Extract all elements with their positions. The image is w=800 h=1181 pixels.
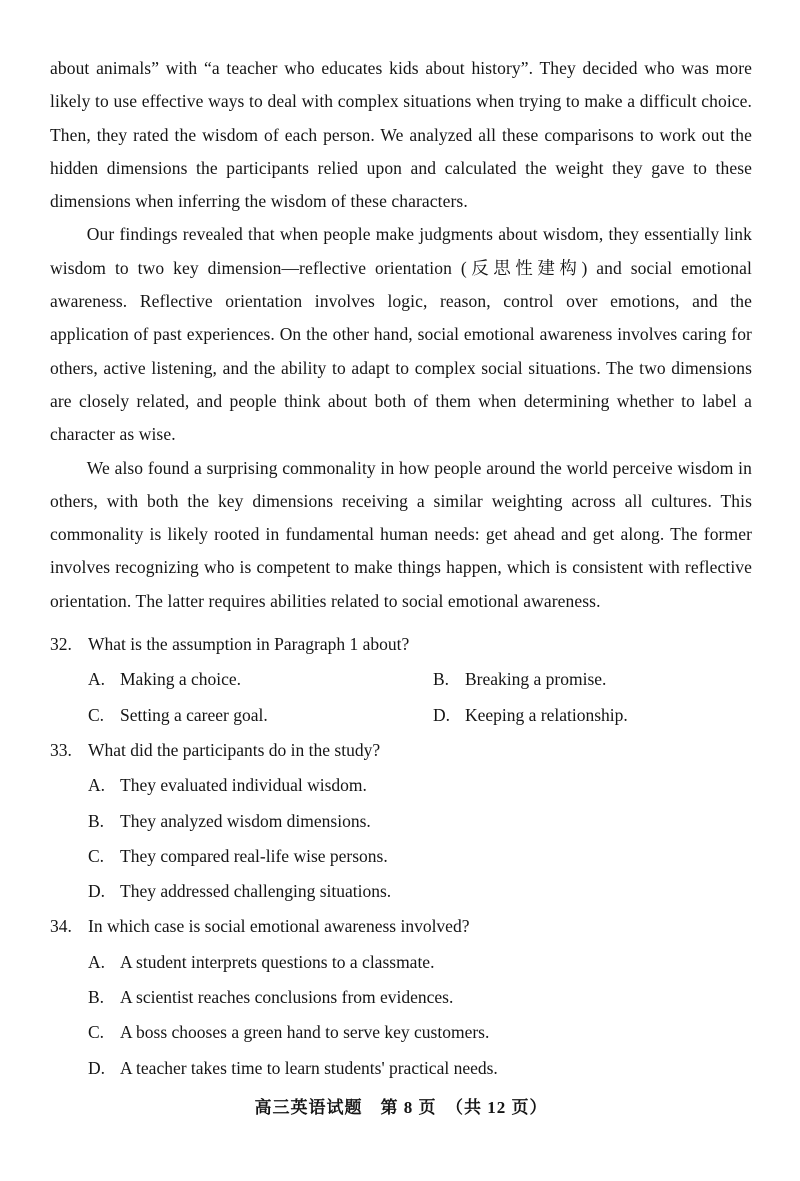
passage-paragraph-3: We also found a surprising commonality in how people around the world perceive wisdom in others, with both the key dimensions receiving a similar weighting across all cultures. This commonality is likely rooted in fundamental human needs: get ahead and get along. The former involves recognizing who is competent to make things happen, which is consistent with reflective orientation. The latter requires abilities related to social emotional awareness. bbox=[50, 457, 752, 611]
option-34-b bbox=[88, 980, 752, 1015]
question-section bbox=[50, 627, 752, 1086]
option-text: Breaking a promise. bbox=[465, 669, 607, 690]
option-32-c bbox=[88, 698, 433, 733]
question-34 bbox=[50, 909, 752, 1085]
option-text: A scientist reaches conclusions from evidences. bbox=[120, 987, 454, 1008]
option-text: They compared real-life wise persons. bbox=[120, 845, 388, 866]
question-33-stem bbox=[50, 733, 752, 768]
option-34-a bbox=[88, 945, 752, 980]
option-text: They evaluated individual wisdom. bbox=[120, 775, 367, 796]
option-label: C. bbox=[88, 845, 105, 866]
option-32-a bbox=[88, 662, 433, 697]
option-label: B. bbox=[88, 810, 105, 831]
question-text: What did the participants do in the study? bbox=[88, 739, 381, 760]
question-34-stem bbox=[50, 909, 752, 944]
option-label: C. bbox=[88, 704, 105, 725]
option-text: A boss chooses a green hand to serve key customers. bbox=[120, 1022, 490, 1043]
option-label: B. bbox=[433, 669, 450, 690]
question-33-options bbox=[88, 768, 752, 909]
option-32-d bbox=[433, 698, 752, 733]
question-number: 33. bbox=[50, 739, 72, 760]
option-label: A. bbox=[88, 669, 106, 690]
option-label: B. bbox=[88, 987, 105, 1008]
option-33-d bbox=[88, 874, 752, 909]
option-text: A teacher takes time to learn students' practical needs. bbox=[120, 1057, 498, 1078]
option-text: Keeping a relationship. bbox=[465, 704, 628, 725]
option-label: C. bbox=[88, 1022, 105, 1043]
passage-paragraph-2: Our findings revealed that when people make judgments about wisdom, they essentially link wisdom to two key dimension—reflective orientation (反思性建构) and social emotional awareness. Reflective orientation involves logic, reason, control over emotions, and the application of past experiences. On the other hand, social emotional awareness involves caring for others, active listening, and the ability to adapt to complex social situations. The two dimensions are closely related, and people think about both of them when determining whether to label a character as wise. bbox=[50, 224, 752, 445]
option-33-a bbox=[88, 768, 752, 803]
question-33 bbox=[50, 733, 752, 909]
option-32-b bbox=[433, 662, 752, 697]
option-text: Setting a career goal. bbox=[120, 704, 268, 725]
option-text: Making a choice. bbox=[120, 669, 241, 690]
option-34-d bbox=[88, 1051, 752, 1086]
question-number: 32. bbox=[50, 634, 72, 655]
passage-paragraph-1: about animals” with “a teacher who educates kids about history”. They decided who was more likely to use effective ways to deal with complex situations when trying to make a difficult choice. Then, they rated the wisdom of each person. We analyzed all these comparisons to work out the hidden dimensions the participants relied upon and calculated the weight they gave to these dimensions when inferring the wisdom of these characters. bbox=[50, 58, 752, 212]
option-label: D. bbox=[433, 704, 451, 725]
question-text: What is the assumption in Paragraph 1 about? bbox=[88, 634, 410, 655]
page-footer: 高三英语试题 第 8 页 （共 12 页） bbox=[254, 1097, 548, 1117]
option-33-c bbox=[88, 839, 752, 874]
option-text: They analyzed wisdom dimensions. bbox=[120, 810, 371, 831]
option-label: D. bbox=[88, 881, 106, 902]
option-text: They addressed challenging situations. bbox=[120, 881, 392, 902]
option-33-b bbox=[88, 804, 752, 839]
question-text: In which case is social emotional awareness involved? bbox=[88, 916, 470, 937]
reading-passage bbox=[50, 52, 752, 618]
option-text: A student interprets questions to a classmate. bbox=[120, 951, 435, 972]
option-label: A. bbox=[88, 775, 106, 796]
option-34-c bbox=[88, 1015, 752, 1050]
question-number: 34. bbox=[50, 916, 72, 937]
question-32-options bbox=[88, 662, 752, 733]
question-32-stem bbox=[50, 627, 752, 662]
option-label: D. bbox=[88, 1057, 106, 1078]
question-32 bbox=[50, 627, 752, 733]
option-label: A. bbox=[88, 951, 106, 972]
question-34-options bbox=[88, 945, 752, 1086]
